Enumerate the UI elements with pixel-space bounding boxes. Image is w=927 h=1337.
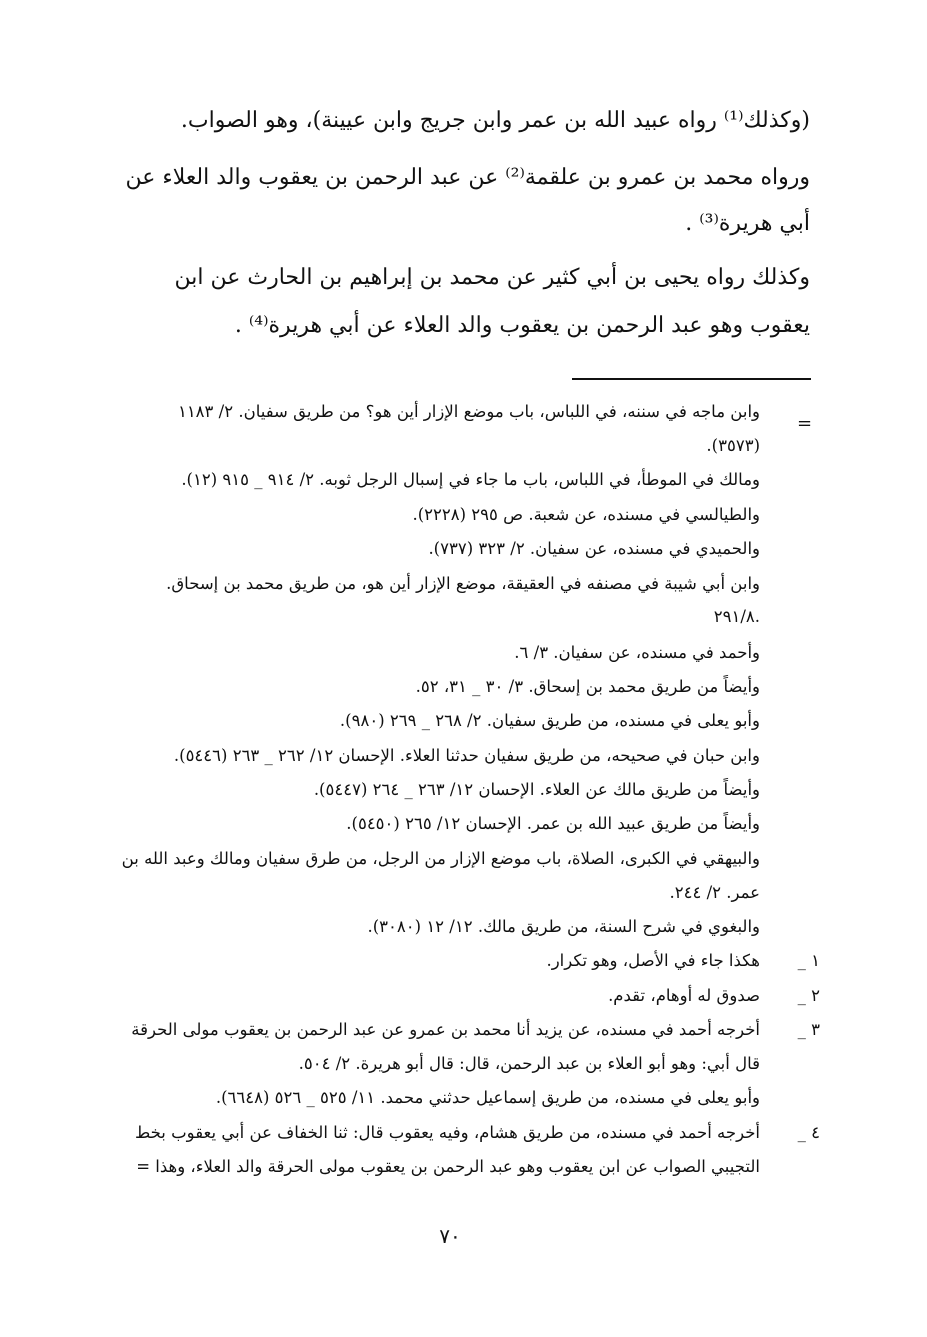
footnote-divider — [572, 378, 811, 380]
footnote-number: ٤ _ — [797, 1123, 820, 1142]
page-number: ٧٠ — [439, 1224, 461, 1248]
footnote-prev-line: والطيالسي في مسنده، عن شعبة. ص ٢٩٥ (٢٢٢٨). — [412, 505, 760, 524]
footnote-prev-line: ومالك في الموطأ، في اللباس، باب ما جاء في إسبال الرجل ثوبه. ٢/ ٩١٤ _ ٩١٥ (١٢). — [181, 470, 760, 489]
body-line-1: (وكذلك⁽¹⁾ رواه عبيد الله بن عمر وابن جريج وابن عيينة)، وهو الصواب. — [180, 108, 810, 133]
footnote-prev-line: والبيهقي في الكبرى، الصلاة، باب موضع الإزار من الرجل، من طرق سفيان ومالك وعبد الله بن — [121, 849, 760, 868]
footnote-text: التجيبي الصواب عن ابن يعقوب وهو عبد الرحمن بن يعقوب مولى الحرقة والد العلاء، وهذا = — [136, 1157, 760, 1176]
footnote-prev-line: وأيضاً من طريق مالك عن العلاء. الإحسان ١٢/ ٢٦٣ _ ٢٦٤ (٥٤٤٧). — [313, 780, 760, 799]
footnote-prev-line: عمر. ٢/ ٢٤٤. — [669, 883, 760, 902]
footnote-text: قال أبي: وهو أبو العلاء بن عبد الرحمن، قال: قال أبو هريرة. ٢/ ٥٠٤. — [298, 1054, 760, 1073]
footnote-number: ٢ _ — [797, 986, 820, 1005]
footnote-prev-line: والحميدي في مسنده، عن سفيان. ٢/ ٣٢٣ (٧٣٧). — [428, 539, 760, 558]
footnote-prev-line: والبغوي في شرح السنة، من طريق مالك. ١٢/ ١٢ (٣٠٨٠). — [367, 917, 760, 936]
footnote-text: هكذا جاء في الأصل، وهو تكرار. — [546, 951, 760, 970]
footnote-prev-line: وأبو يعلى في مسنده، من طريق سفيان. ٢/ ٢٦٨ _ ٢٦٩ (٩٨٠). — [339, 711, 760, 730]
footnote-prev-line: .٢٩١/٨ — [713, 607, 760, 626]
body-line-2: ورواه محمد بن عمرو بن علقمة⁽²⁾ عن عبد الرحمن بن يعقوب والد العلاء عن — [125, 165, 810, 190]
footnote-text: صدوق له أوهام، تقدم. — [608, 986, 760, 1005]
continuation-marker: = — [797, 413, 813, 434]
body-line-3: أبي هريرة⁽³⁾ . — [685, 211, 810, 236]
footnote-number: ١ _ — [797, 951, 820, 970]
body-line-5: يعقوب وهو عبد الرحمن بن يعقوب والد العلاء عن أبي هريرة⁽⁴⁾ . — [234, 313, 810, 338]
footnote-text: أخرجه أحمد في مسنده، عن يزيد أنا محمد بن عمرو عن عبد الرحمن بن يعقوب مولى الحرقة — [131, 1020, 760, 1039]
footnote-prev-line: وابن ماجه في سننه، في اللباس، باب موضع الإزار أين هو؟ من طريق سفيان. ٢/ ١١٨٣ — [177, 402, 760, 421]
footnote-prev-line: (٣٥٧٣). — [706, 436, 760, 455]
footnote-prev-line: وأيضاً من طريق عبيد الله بن عمر. الإحسان ١٢/ ٢٦٥ (٥٤٥٠). — [346, 814, 760, 833]
footnote-text: وأبو يعلى في مسنده، من طريق إسماعيل حدثني محمد. ١١/ ٥٢٥ _ ٥٢٦ (٦٦٤٨). — [215, 1088, 760, 1107]
footnote-prev-line: وأحمد في مسنده، عن سفيان. ٣/ ٦. — [514, 643, 760, 662]
footnote-prev-line: وابن أبي شيبة في مصنفه في العقيقة، موضع الإزار أين هو، من طريق محمد بن إسحاق. — [166, 574, 760, 593]
footnote-prev-line: وأيضاً من طريق محمد بن إسحاق. ٣/ ٣٠ _ ٣١، ٥٢. — [415, 677, 760, 696]
footnote-prev-line: وابن حبان في صحيحه، من طريق سفيان حدثنا العلاء. الإحسان ١٢/ ٢٦٢ _ ٢٦٣ (٥٤٤٦). — [173, 746, 760, 765]
footnote-number: ٣ _ — [797, 1020, 820, 1039]
footnote-text: أخرجه أحمد في مسنده، من طريق هشام، وفيه يعقوب قال: ثنا الخفاف عن أبي يعقوب بخط — [134, 1123, 760, 1142]
body-line-4: وكذلك رواه يحيى بن أبي كثير عن محمد بن إبراهيم بن الحارث عن ابن — [174, 265, 810, 290]
